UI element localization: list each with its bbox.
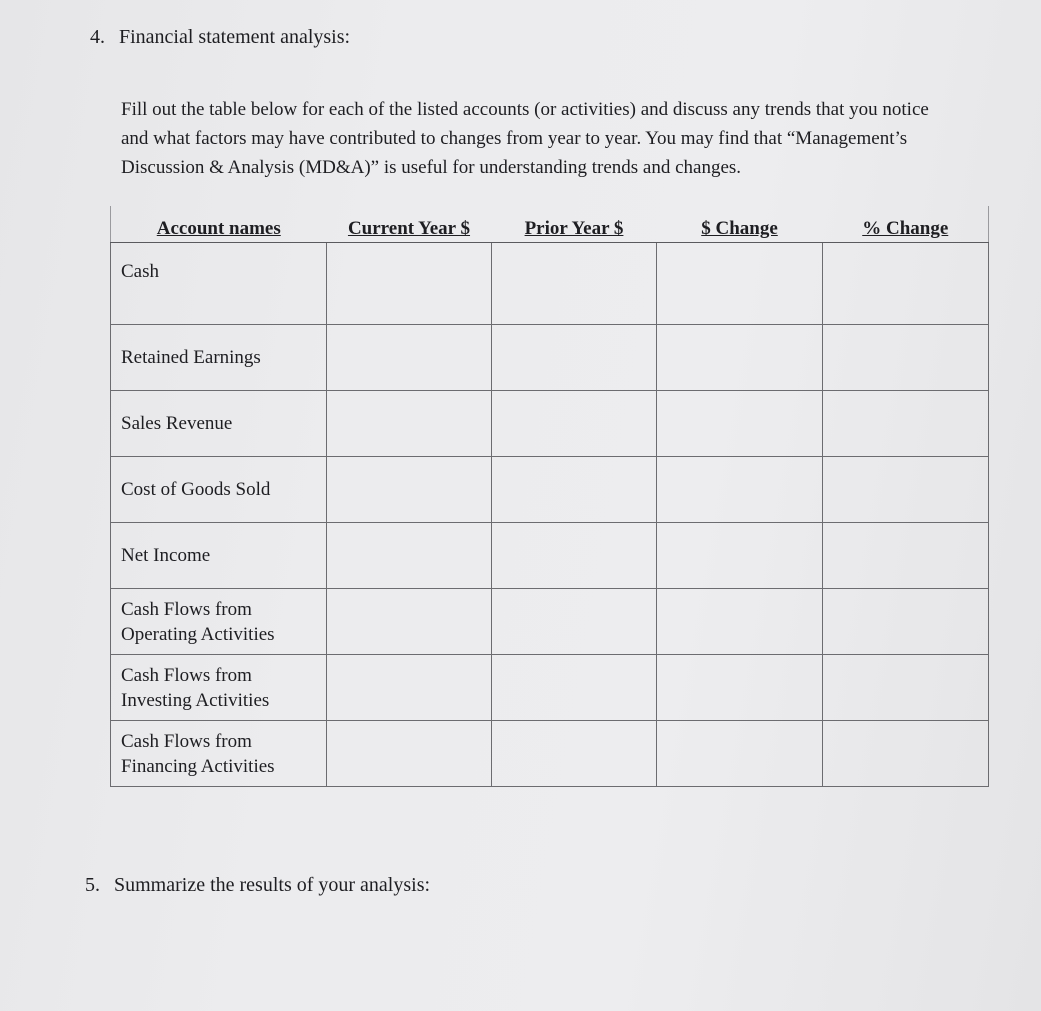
account-name: Sales Revenue (121, 413, 233, 434)
table-header-row (111, 206, 989, 243)
account-name-line: Cash Flows from (121, 598, 252, 620)
percent-change-cell[interactable] (823, 457, 989, 523)
current-year-cell[interactable] (327, 589, 492, 655)
dollar-change-cell[interactable] (657, 325, 823, 391)
account-name: Retained Earnings (121, 347, 261, 368)
percent-change-cell[interactable] (823, 523, 989, 589)
table-row (111, 655, 989, 721)
account-name-cell (111, 391, 327, 457)
question-4-heading (90, 26, 350, 49)
prior-year-cell[interactable] (492, 391, 657, 457)
percent-change-cell[interactable] (823, 589, 989, 655)
dollar-change-cell[interactable] (657, 655, 823, 721)
header-current-year: Current Year $ (327, 206, 492, 243)
prior-year-cell[interactable] (492, 655, 657, 721)
current-year-cell[interactable] (327, 391, 492, 457)
table-row (111, 391, 989, 457)
account-name-cell (111, 655, 327, 721)
account-name-cell (111, 589, 327, 655)
dollar-change-cell[interactable] (657, 391, 823, 457)
question-5-title: Summarize the results of your analysis: (114, 874, 431, 896)
prior-year-cell[interactable] (492, 523, 657, 589)
header-percent-change: % Change (823, 206, 989, 243)
account-name-line: Cash Flows from (121, 730, 252, 752)
account-name: Net Income (121, 545, 211, 566)
table-row (111, 457, 989, 523)
prior-year-cell[interactable] (492, 457, 657, 523)
prior-year-cell[interactable] (492, 325, 657, 391)
header-dollar-change: $ Change (657, 206, 823, 243)
table-row (111, 325, 989, 391)
prior-year-cell[interactable] (492, 243, 657, 325)
account-name-cell (111, 457, 327, 523)
question-4-number: 4. (90, 26, 105, 48)
account-name-line: Financing Activities (121, 755, 275, 777)
prior-year-cell[interactable] (492, 721, 657, 787)
account-name-cell (111, 243, 327, 325)
percent-change-cell[interactable] (823, 655, 989, 721)
percent-change-cell[interactable] (823, 391, 989, 457)
dollar-change-cell[interactable] (657, 243, 823, 325)
table-row (111, 721, 989, 787)
account-name-cell (111, 523, 327, 589)
current-year-cell[interactable] (327, 243, 492, 325)
account-name-cell (111, 721, 327, 787)
account-name: Cost of Goods Sold (121, 479, 271, 500)
account-name-cell (111, 325, 327, 391)
table-row (111, 589, 989, 655)
header-account-names: Account names (111, 206, 327, 243)
table-row (111, 243, 989, 325)
dollar-change-cell[interactable] (657, 721, 823, 787)
table-row (111, 523, 989, 589)
account-name: Cash (121, 261, 159, 282)
percent-change-cell[interactable] (823, 243, 989, 325)
dollar-change-cell[interactable] (657, 457, 823, 523)
current-year-cell[interactable] (327, 457, 492, 523)
question-4-title: Financial statement analysis: (119, 26, 351, 48)
account-name-line: Cash Flows from (121, 664, 252, 686)
percent-change-cell[interactable] (823, 325, 989, 391)
account-name-line: Operating Activities (121, 623, 275, 645)
dollar-change-cell[interactable] (657, 589, 823, 655)
current-year-cell[interactable] (327, 721, 492, 787)
percent-change-cell[interactable] (823, 721, 989, 787)
dollar-change-cell[interactable] (657, 523, 823, 589)
current-year-cell[interactable] (327, 325, 492, 391)
account-name-line: Investing Activities (121, 689, 270, 711)
question-5-number: 5. (85, 874, 100, 896)
current-year-cell[interactable] (327, 655, 492, 721)
question-5-heading (85, 874, 430, 897)
header-prior-year: Prior Year $ (492, 206, 657, 243)
prior-year-cell[interactable] (492, 589, 657, 655)
question-4-instructions: Fill out the table below for each of the listed accounts (or activities) and discuss any trends that you notice and what factors may have contributed to changes from year to year. You may find that “Management’s Discussion & Analysis (MD&A)” is useful for understanding trends and changes. (121, 99, 929, 178)
financial-analysis-table (110, 206, 989, 787)
current-year-cell[interactable] (327, 523, 492, 589)
